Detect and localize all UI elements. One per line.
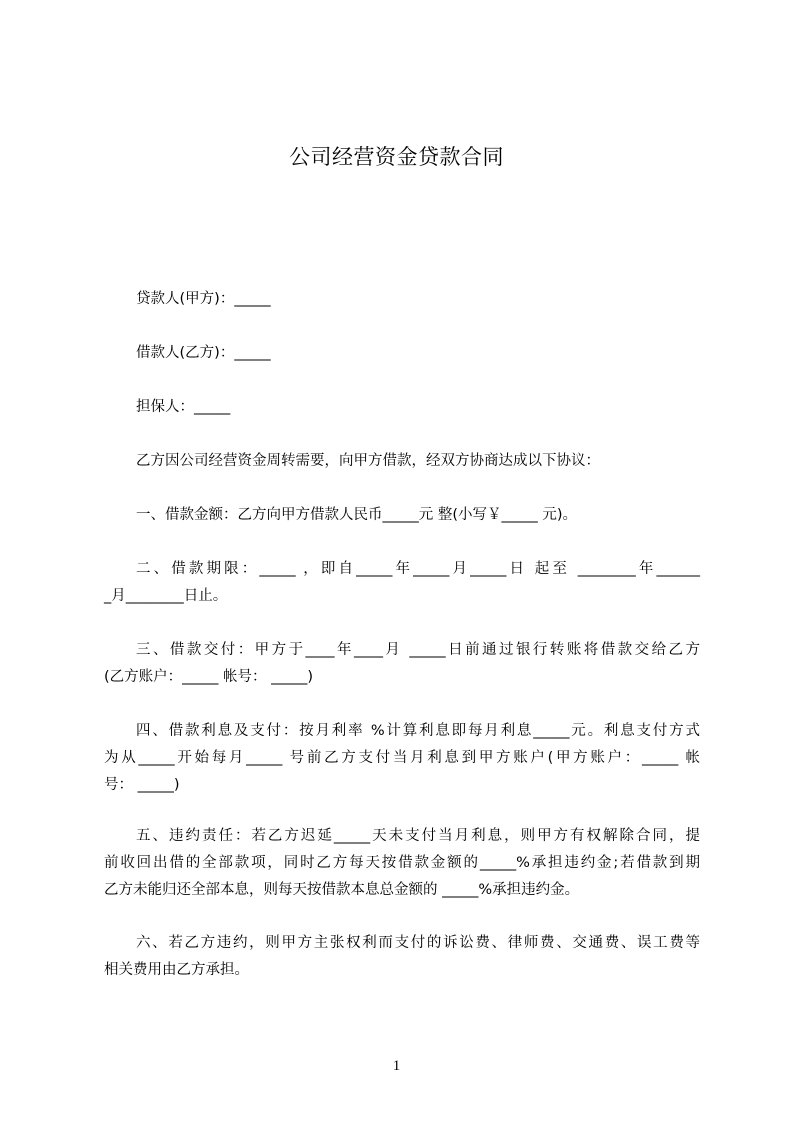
clause-1-loan-amount: 一、借款金额：乙方向甲方借款人民币_____元 整(小写￥_____ 元)。	[136, 507, 578, 523]
clause-3-loan-delivery	[104, 637, 700, 691]
clause-4-line-1: 四、借款利息及支付：按月利率 %计算利息即每月利息_____元。利息支付方式	[136, 723, 700, 739]
clause-2-line-2: _月________日止。	[104, 588, 228, 604]
lender-line: 贷款人(甲方)：_____	[136, 291, 271, 307]
clause-2-line-1: 二、借款期限：_____ ，即自_____年_____月_____日 起至 ________年______	[136, 561, 700, 577]
clause-6-line-2: 相关费用由乙方承担。	[104, 962, 249, 978]
clause-2-loan-term	[104, 556, 700, 610]
clause-4-interest-payment	[104, 718, 700, 799]
clause-4-line-2: 为从_____开始每月_____ 号前乙方支付当月利息到甲方账户(甲方账户：_____ 帐	[104, 750, 700, 766]
clause-6-line-1: 六、若乙方违约，则甲方主张权利而支付的诉讼费、律师费、交通费、误工费等	[136, 935, 700, 951]
clause-5-line-3: 乙方未能归还全部本息，则每天按借款本息总金额的 _____%承担违约金。	[104, 882, 580, 898]
guarantor-line: 担保人：_____	[136, 399, 231, 415]
page-number: 1	[392, 1058, 401, 1074]
clause-3-line-1: 三、借款交付：甲方于____年____月 _____日前通过银行转账将借款交给乙方	[136, 642, 700, 658]
borrower-line: 借款人(乙方)：_____	[136, 345, 271, 361]
clause-5-breach-liability	[104, 823, 700, 904]
clause-3-line-2: (乙方账户：_____ 帐号： _____)	[104, 669, 314, 685]
clause-4-line-3: 号： _____)	[104, 777, 180, 793]
clause-6-costs	[104, 930, 700, 984]
intro-paragraph: 乙方因公司经营资金周转需要，向甲方借款，经双方协商达成以下协议：	[136, 453, 600, 469]
document-title: 公司经营资金贷款合同	[289, 145, 504, 169]
clause-5-line-1: 五、违约责任：若乙方迟延_____天未支付当月利息，则甲方有权解除合同，提	[136, 828, 700, 844]
clause-5-line-2: 前收回出借的全部款项，同时乙方每天按借款金额的_____%承担违约金;若借款到期	[104, 855, 700, 871]
